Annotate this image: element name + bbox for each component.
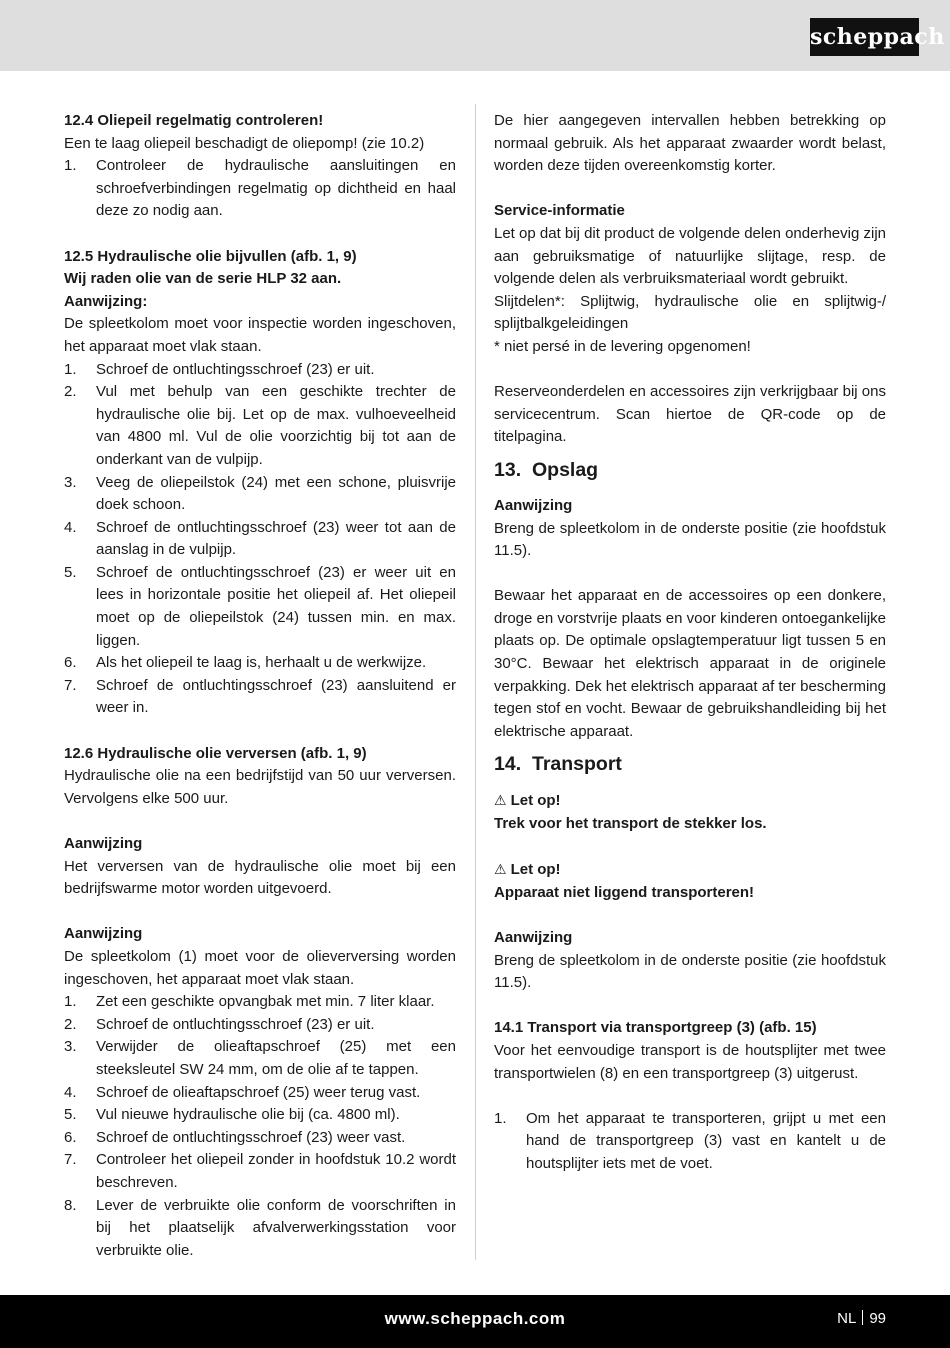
section-14-note-label: Aanwijzing: [494, 929, 573, 946]
storage-text: Bewaar het apparaat en de accessoires op een donkere, droge en vorstvrije plaats en voor kinderen ontoegankelijke plaats op. De optimale opslagtemperatuur ligt tussen 5 en 30°C. Bewaar het elektrisch apparaat in de originele verpakking. Dek het elektrisch apparaat af ter bescherming tegen stof en vocht. Bewaar de gebruikshandleiding bij het elektrische apparaat.: [494, 587, 886, 740]
right-column: [494, 110, 886, 1176]
list-item: 6. Schroef de ontluchtingsschroef (23) weer vast.: [64, 1128, 406, 1146]
section-14-note-text: Breng de spleetkolom in de onderste positie (zie hoofdstuk 11.5).: [494, 951, 886, 992]
section-12-6-title: 12.6 Hydraulische olie verversen (afb. 1, 9): [64, 744, 367, 762]
section-12-6-note1-label: Aanwijzing: [64, 835, 143, 852]
separator: [862, 1310, 863, 1325]
section-12-5-steps: [64, 359, 456, 721]
page-number-value: 99: [869, 1310, 886, 1327]
spare-parts-text: Reserveonderdelen en accessoires zijn verkrijgbaar bij ons servicecentrum. Scan hiertoe de QR-code op de titelpagina.: [494, 383, 886, 446]
list-item: 1. Zet een geschikte opvangbak met min. 7 liter klaar.: [64, 993, 435, 1011]
language-code: NL: [837, 1310, 857, 1327]
section-14-1-text: Voor het eenvoudige transport is de houtsplijter met twee transportwielen (8) en een transportgreep (3) uitgerust.: [494, 1041, 886, 1082]
list-item: 4. Schroef de ontluchtingsschroef (23) weer tot aan de aanslag in de vulpijp.: [64, 518, 456, 559]
service-label: Service-informatie: [494, 202, 625, 220]
list-item: 1. Controleer de hydraulische aansluitingen en schroefverbindingen regelmatig op dichtheid en haal deze zo nodig aan.: [64, 157, 456, 220]
wear-parts-text: Slijtdelen*: Splijtwig, hydraulische olie en splijtwig-/ splijtbalkgeleidingen: [494, 292, 886, 333]
section-12-4-intro: Een te laag oliepeil beschadigt de oliepomp! (zie 10.2): [64, 134, 425, 152]
section-13-note-text: Breng de spleetkolom in de onderste positie (zie hoofdstuk 11.5).: [494, 519, 886, 560]
section-12-6-note2-text: De spleetkolom (1) moet voor de olieverversing worden ingeschoven, het apparaat moet vlak staan.: [64, 947, 456, 988]
warning-1-label: ⚠ Let op!: [494, 792, 561, 810]
footnote-text: * niet persé in de levering opgenomen!: [494, 337, 751, 355]
section-12-6-steps: [64, 991, 456, 1262]
list-item: 7. Controleer het oliepeil zonder in hoofdstuk 10.2 wordt beschreven.: [64, 1151, 456, 1191]
warning-1-text: Trek voor het transport de stekker los.: [494, 815, 767, 833]
section-12-6-intro: Hydraulische olie na een bedrijfstijd van 50 uur verversen. Vervolgens elke 500 uur.: [64, 767, 456, 807]
list-item: 5. Vul nieuwe hydraulische olie bij (ca. 4800 ml).: [64, 1106, 400, 1124]
section-14-1-title: 14.1 Transport via transportgreep (3) (afb. 15): [494, 1019, 817, 1037]
intervals-text: De hier aangegeven intervallen hebben betrekking op normaal gebruik. Als het apparaat zwaarder wordt belast, worden deze tijden overeenkomstig korter.: [494, 112, 886, 175]
footer-bar: [0, 1295, 950, 1348]
column-divider: [475, 104, 476, 1260]
section-12-5-subtitle: Wij raden olie van de serie HLP 32 aan.: [64, 270, 342, 288]
service-text: Let op dat bij dit product de volgende delen onderhevig zijn aan gebruiksmatige of natuurlijke slijtage, resp. de volgende delen als verbruiksmateriaal wordt gebruikt.: [494, 224, 886, 288]
section-12-6-note2-label: Aanwijzing: [64, 925, 143, 943]
section-12-5-note-label: Aanwijzing:: [64, 292, 148, 310]
footer-url[interactable]: www.scheppach.com: [384, 1309, 566, 1328]
header-band: [0, 0, 950, 71]
section-13-note-label: Aanwijzing: [494, 496, 573, 514]
list-item: 3. Veeg de oliepeilstok (24) met een schone, pluisvrije doek schoon.: [64, 473, 456, 514]
page-number: [837, 1310, 886, 1327]
list-item: 1. Schroef de ontluchtingsschroef (23) er uit.: [64, 360, 375, 378]
list-item: 8. Lever de verbruikte olie conform de voorschriften in bij het plaatselijk afvalverwerkingsstation voor verbruikte olie.: [64, 1196, 456, 1259]
list-item: 3. Verwijder de olieaftapschroef (25) met een steeksleutel SW 24 mm, om de olie af te tappen.: [64, 1038, 456, 1078]
section-12-6-note1-text: Het verversen van de hydraulische olie moet bij een bedrijfswarme motor worden uitgevoerd.: [64, 857, 456, 898]
warning-2-text: Apparaat niet liggend transporteren!: [494, 883, 755, 901]
left-column: [64, 110, 456, 1262]
warning-triangle-icon: ⚠: [494, 792, 507, 809]
list-item: 7. Schroef de ontluchtingsschroef (23) aansluitend er weer in.: [64, 676, 456, 717]
list-item: 4. Schroef de olieaftapschroef (25) weer terug vast.: [64, 1083, 421, 1101]
brand-logo: scheppach: [810, 18, 919, 56]
section-13-heading: 13. Opslag: [494, 458, 599, 481]
warning-2-label: ⚠ Let op!: [494, 861, 561, 879]
section-14-heading: 14. Transport: [494, 753, 622, 776]
list-item: 6. Als het oliepeil te laag is, herhaalt u de werkwijze.: [64, 654, 427, 672]
section-14-1-steps: [494, 1108, 886, 1176]
list-item: 1. Om het apparaat te transporteren, grijpt u met een hand de transportgreep (3) vast en kantelt u de houtsplijter iets met de voet.: [494, 1109, 886, 1172]
list-item: 5. Schroef de ontluchtingsschroef (23) er weer uit en lees in horizontale positie het oliepeil af. Het oliepeil moet op de oliepeilstok (24) tussen min. en max. liggen.: [64, 563, 456, 649]
list-item: 2. Schroef de ontluchtingsschroef (23) er uit.: [64, 1015, 375, 1033]
section-12-5-note-text: De spleetkolom moet voor inspectie worden ingeschoven, het apparaat moet vlak staan.: [64, 315, 456, 355]
section-12-5-title: 12.5 Hydraulische olie bijvullen (afb. 1, 9): [64, 247, 357, 265]
section-12-4-steps: [64, 155, 456, 223]
section-12-4-title: 12.4 Oliepeil regelmatig controleren!: [64, 112, 324, 129]
warning-triangle-icon: ⚠: [494, 861, 507, 878]
list-item: 2. Vul met behulp van een geschikte trechter de hydraulische olie bij. Let op de max. vulhoeveelheid van 4800 ml. Vul de olie voorzichtig bij tot aan de onderkant van de vulpijp.: [64, 383, 456, 468]
